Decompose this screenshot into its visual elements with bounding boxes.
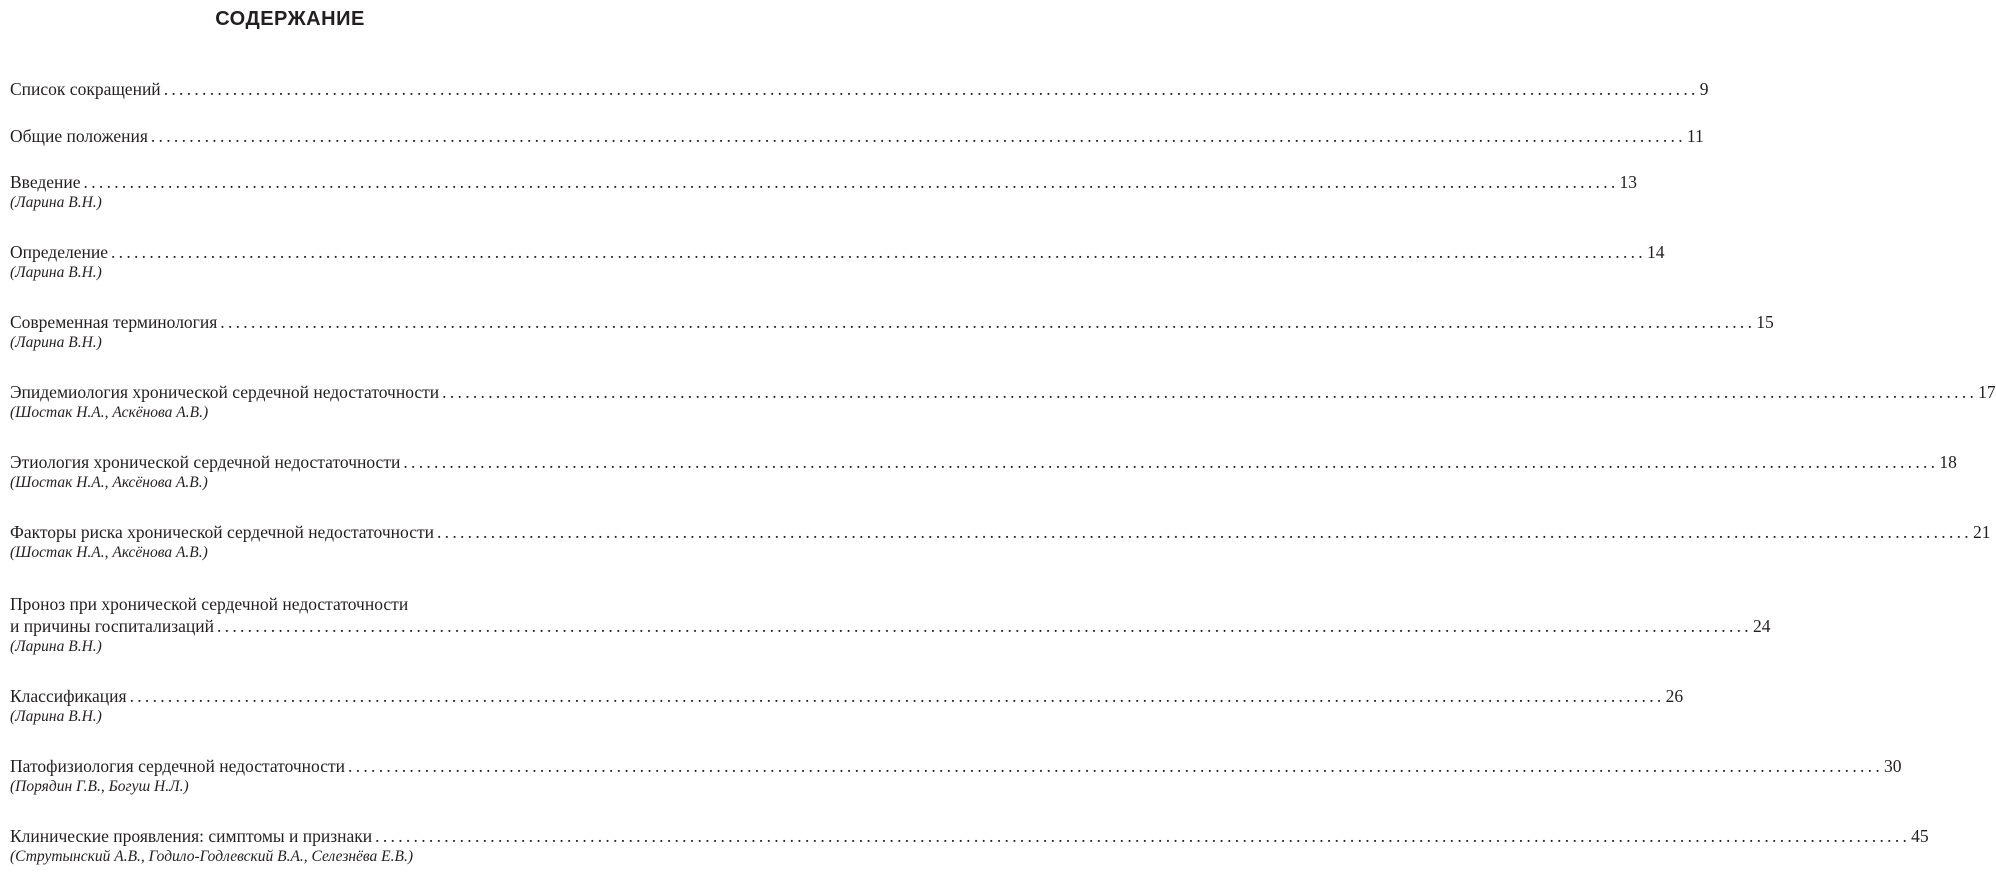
dot-leader: ........................................................................................................................................................................................................ xyxy=(163,79,1699,99)
dot-leader: ........................................................................................................................................................................................................ xyxy=(442,382,1978,402)
dot-leader: ........................................................................................................................................................................................................ xyxy=(436,522,1972,542)
page-title: СОДЕРЖАНИЕ xyxy=(215,8,365,30)
toc-entry-authors: (Ларина В.Н.) xyxy=(10,638,102,655)
toc-entry[interactable] xyxy=(10,685,1684,727)
toc-entry[interactable] xyxy=(10,171,1638,213)
toc-entry-page-number: 9 xyxy=(1699,79,1709,99)
toc-entry-page-number: 13 xyxy=(1619,172,1638,192)
toc-entry-title: Клинические проявления: симптомы и признаки xyxy=(10,826,373,846)
toc-entry-page-number: 45 xyxy=(1911,826,1929,846)
toc-entry-title-line: Проноз при хронической сердечной недостаточности xyxy=(10,594,409,614)
toc-entry-authors: (Шостак Н.А., Аксёнова А.В.) xyxy=(10,544,208,561)
dot-leader: ........................................................................................................................................................................................................ xyxy=(403,452,1939,472)
toc-entry[interactable] xyxy=(10,521,1991,563)
toc-entry-title: Патофизиология сердечной недостаточности xyxy=(10,756,346,776)
toc-entry-authors: (Ларина В.Н.) xyxy=(10,194,102,211)
dot-leader: ........................................................................................................................................................................................................ xyxy=(110,242,1646,262)
dot-leader: ........................................................................................................................................................................................................ xyxy=(83,172,1619,192)
toc-entry-authors: (Ларина В.Н.) xyxy=(10,264,102,281)
toc-entry-title: Классификация xyxy=(10,686,127,706)
toc-entry-page-number: 17 xyxy=(1978,382,1996,402)
dot-leader: ........................................................................................................................................................................................................ xyxy=(375,826,1911,846)
dot-leader: ........................................................................................................................................................................................................ xyxy=(216,616,1752,636)
toc-entry-authors: (Порядин Г.В., Богуш Н.Л.) xyxy=(10,778,189,795)
toc-entry-page-number: 26 xyxy=(1665,686,1684,706)
dot-leader: ........................................................................................................................................................................................................ xyxy=(220,312,1756,332)
toc-entry-page-number: 14 xyxy=(1646,242,1665,262)
toc-entry[interactable] xyxy=(10,825,1929,867)
toc-entry-page-number: 24 xyxy=(1752,616,1771,636)
toc-entry-title: Эпидемиология хронической сердечной недостаточности xyxy=(10,382,440,402)
toc-entry[interactable] xyxy=(10,381,1996,423)
toc-entry[interactable] xyxy=(10,593,1771,657)
toc-entry-title: Факторы риска хронической сердечной недостаточности xyxy=(10,522,434,542)
toc-entry-page-number: 18 xyxy=(1939,452,1957,472)
toc-entry-title: Определение xyxy=(10,242,108,262)
toc-entry[interactable] xyxy=(10,241,1665,283)
dot-leader: ........................................................................................................................................................................................................ xyxy=(150,126,1686,146)
toc-entry[interactable] xyxy=(10,78,1709,100)
toc-entry-title: и причины госпитализаций xyxy=(10,616,214,636)
toc-entry[interactable] xyxy=(10,311,1774,353)
toc-entry-authors: (Шостак Н.А., Аксёнова А.В.) xyxy=(10,474,208,491)
toc-entry[interactable] xyxy=(10,451,1957,493)
toc-entry-title: Список сокращений xyxy=(10,79,161,99)
toc-entry-authors: (Ларина В.Н.) xyxy=(10,708,102,725)
toc-entry-page-number: 15 xyxy=(1756,312,1774,332)
toc-entry-title: Этиология хронической сердечной недостаточности xyxy=(10,452,401,472)
dot-leader: ........................................................................................................................................................................................................ xyxy=(129,686,1665,706)
toc-entry-authors: (Шостак Н.А., Аскёнова А.В.) xyxy=(10,404,209,421)
toc-entry-page-number: 11 xyxy=(1686,126,1704,146)
toc-entry-page-number: 21 xyxy=(1972,522,1991,542)
toc-entry-title: Введение xyxy=(10,172,81,192)
toc-entry-title: Общие положения xyxy=(10,126,148,146)
toc-entry[interactable] xyxy=(10,755,1902,797)
toc-entry-page-number: 30 xyxy=(1884,756,1902,776)
toc-entry-authors: (Струтынский А.В., Годило-Годлевский В.А., Селезнёва Е.В.) xyxy=(10,848,414,865)
toc-entry-authors: (Ларина В.Н.) xyxy=(10,334,102,351)
dot-leader: ........................................................................................................................................................................................................ xyxy=(348,756,1884,776)
toc-entry[interactable] xyxy=(10,125,1704,147)
toc-entry-title: Современная терминология xyxy=(10,312,218,332)
